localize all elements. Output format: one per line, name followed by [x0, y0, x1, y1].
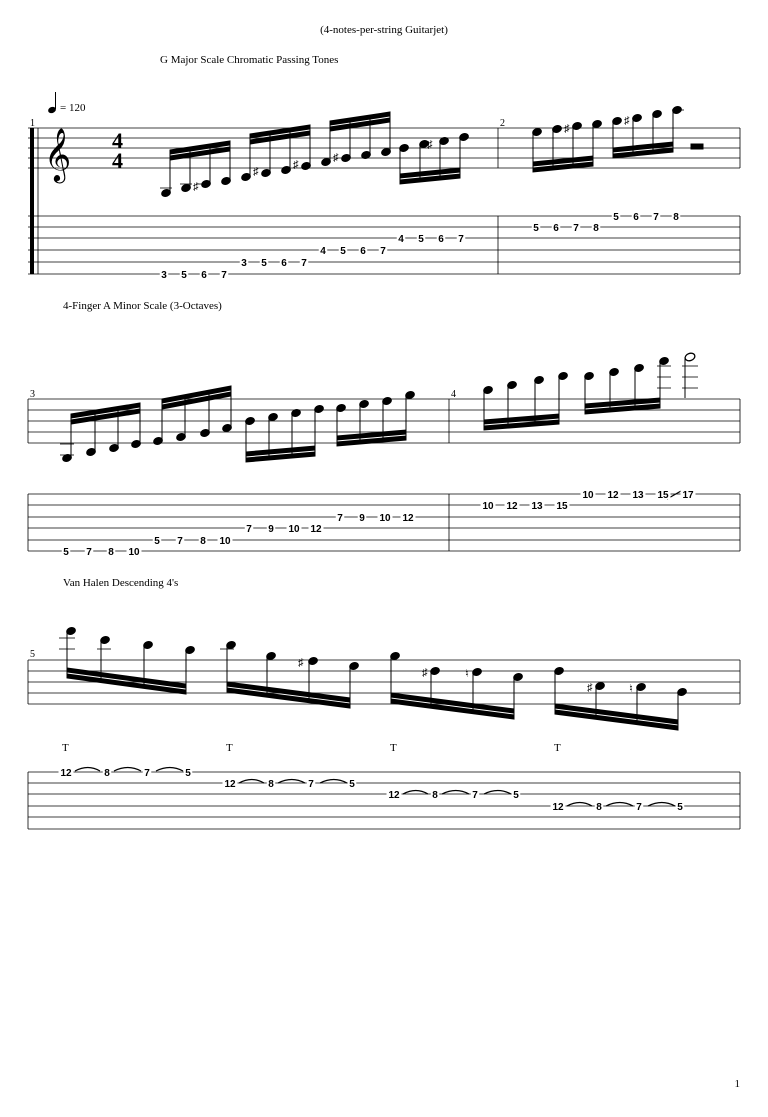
- tab-fret-number: 7: [653, 212, 659, 223]
- tab-fret-number: 5: [181, 270, 187, 281]
- system-bracket: [30, 128, 34, 274]
- tab-fret-number: 5: [63, 547, 69, 558]
- tab-fret-number: 5: [533, 223, 539, 234]
- tab-fret-number: 8: [104, 768, 110, 779]
- tab-fret-number: 12: [224, 779, 236, 790]
- tab-fret-number: 8: [200, 536, 206, 547]
- measure-number: 2: [500, 118, 505, 129]
- tab-fret-number: 10: [219, 536, 231, 547]
- tab-fret-number: 7: [458, 234, 464, 245]
- tab-fret-number: 8: [673, 212, 679, 223]
- tab-fret-number: 9: [268, 524, 274, 535]
- tab-fret-number: 7: [246, 524, 252, 535]
- tab-fret-number: 5: [349, 779, 355, 790]
- tab-fret-number: 5: [418, 234, 424, 245]
- tab-fret-number: 6: [281, 258, 287, 269]
- tab-fret-number: 10: [482, 501, 494, 512]
- tab-fret-number: 15: [556, 501, 568, 512]
- sharp-icon: ♯: [253, 166, 259, 178]
- measure-number: 5: [30, 649, 35, 660]
- tab-fret-number: 3: [241, 258, 247, 269]
- tab-numbers: [59, 211, 696, 813]
- tab-fret-number: 5: [261, 258, 267, 269]
- tab-fret-number: 8: [593, 223, 599, 234]
- tab-fret-number: 6: [553, 223, 559, 234]
- tab-fret-number: 13: [632, 490, 644, 501]
- tap-mark: T: [62, 742, 69, 754]
- measure-5-notation: [59, 626, 687, 730]
- tap-mark: T: [390, 742, 397, 754]
- sharp-icon: ♯: [293, 159, 299, 171]
- tab-fret-number: 15: [657, 490, 669, 501]
- tab-fret-number: 5: [154, 536, 160, 547]
- tap-marks: [62, 742, 561, 754]
- tab-fret-number: 12: [310, 524, 322, 535]
- slurs: [75, 768, 675, 807]
- tab-fret-number: 10: [128, 547, 140, 558]
- tab-fret-number: 7: [337, 513, 343, 524]
- tab-fret-number: 10: [379, 513, 391, 524]
- system-3: [28, 491, 740, 829]
- tab-fret-number: 7: [308, 779, 314, 790]
- tab-fret-number: 12: [402, 513, 414, 524]
- tab-fret-number: 8: [268, 779, 274, 790]
- tab-fret-number: 7: [636, 802, 642, 813]
- tab-fret-number: 12: [607, 490, 619, 501]
- natural-icon: ♮: [629, 683, 633, 695]
- tab-fret-number: 7: [472, 790, 478, 801]
- sharp-icon: ♯: [298, 657, 304, 669]
- measure-4-notation: [483, 352, 698, 430]
- sharp-icon: ♯: [624, 115, 630, 127]
- tap-mark: T: [554, 742, 561, 754]
- tab-fret-number: 7: [86, 547, 92, 558]
- sharp-icon: ♯: [333, 152, 339, 164]
- tab-fret-number: 10: [288, 524, 300, 535]
- time-signature-top: 4: [112, 128, 123, 153]
- tab-fret-number: 9: [359, 513, 365, 524]
- tap-mark: T: [226, 742, 233, 754]
- tab-fret-number: 6: [360, 246, 366, 257]
- sharp-icon: ♯: [427, 139, 433, 151]
- measure-1-notation: [160, 112, 469, 198]
- treble-clef-icon: 𝄞: [44, 127, 72, 181]
- tab-fret-number: 6: [438, 234, 444, 245]
- tab-fret-number: 8: [432, 790, 438, 801]
- tab-fret-number: 13: [531, 501, 543, 512]
- tab-fret-number: 5: [513, 790, 519, 801]
- tab-fret-number: 17: [682, 490, 694, 501]
- tempo-note-icon: [47, 92, 57, 114]
- tab-fret-number: 7: [380, 246, 386, 257]
- sharp-icon: ♯: [564, 123, 570, 135]
- natural-icon: ♮: [465, 668, 469, 680]
- tab-fret-number: 12: [60, 768, 72, 779]
- score-title: (4-notes-per-string Guitarjet): [320, 24, 448, 36]
- tab-fret-number: 7: [573, 223, 579, 234]
- tab-fret-number: 3: [161, 270, 167, 281]
- tab-fret-number: 7: [177, 536, 183, 547]
- tab-fret-number: 8: [108, 547, 114, 558]
- tempo-value: = 120: [60, 102, 86, 114]
- measure-3-notation: [60, 386, 415, 463]
- page-number: 1: [734, 1078, 740, 1090]
- tab-fret-number: 5: [677, 802, 683, 813]
- tab-fret-number: 6: [633, 212, 639, 223]
- tab-fret-number: 7: [221, 270, 227, 281]
- tab-fret-number: 10: [582, 490, 594, 501]
- tab-fret-number: 7: [144, 768, 150, 779]
- sharp-icon: ♯: [422, 667, 428, 679]
- section-title-van-halen: Van Halen Descending 4's: [63, 577, 179, 589]
- tab-fret-number: 8: [596, 802, 602, 813]
- tab-fret-number: 12: [552, 802, 564, 813]
- section-title-a-minor: 4-Finger A Minor Scale (3-Octaves): [63, 300, 222, 312]
- half-rest-icon: [691, 144, 703, 149]
- tab-fret-number: 5: [613, 212, 619, 223]
- measure-number: 3: [30, 389, 35, 400]
- measure-number: 4: [451, 389, 456, 400]
- sharp-icon: ♯: [587, 682, 593, 694]
- tab-fret-number: 12: [388, 790, 400, 801]
- tab-fret-number: 5: [340, 246, 346, 257]
- sharp-icon: ♯: [193, 181, 199, 193]
- section-title-g-major: G Major Scale Chromatic Passing Tones: [160, 54, 339, 66]
- tab-fret-number: 12: [506, 501, 518, 512]
- time-signature-bottom: 4: [112, 148, 123, 173]
- half-note-icon: [684, 352, 696, 362]
- tab-fret-number: 4: [320, 246, 326, 257]
- tab-fret-number: 7: [301, 258, 307, 269]
- tab-fret-number: 5: [185, 768, 191, 779]
- tab-fret-number: 6: [201, 270, 207, 281]
- measure-number: 1: [30, 118, 35, 129]
- measure-2-notation: [532, 105, 703, 172]
- tab-fret-number: 4: [398, 234, 404, 245]
